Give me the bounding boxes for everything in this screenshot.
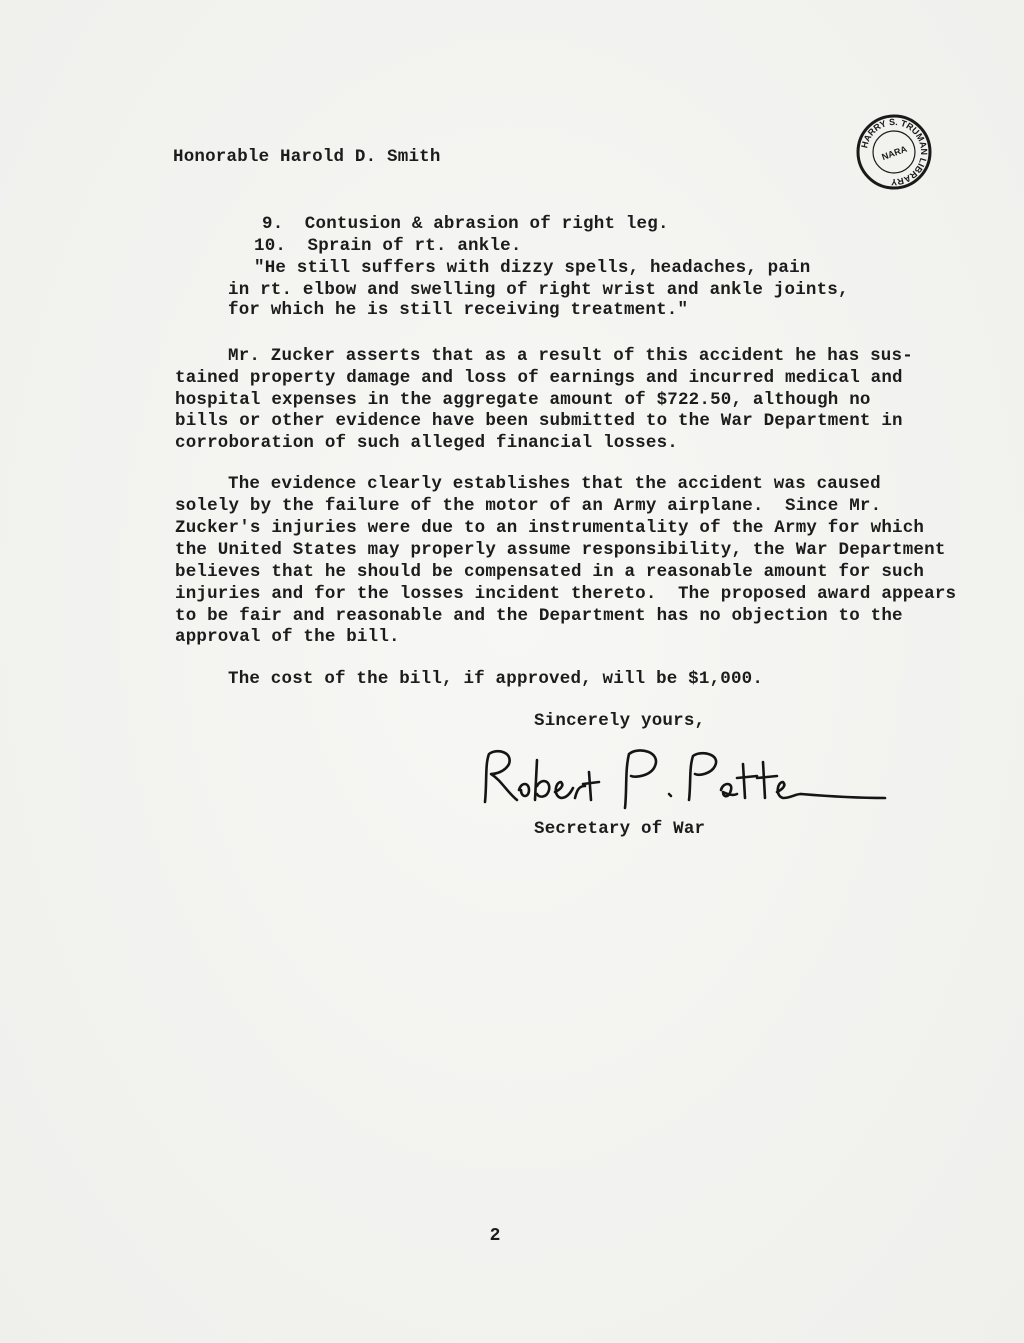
paragraph-2-line: believes that he should be compensated in a reasonable amount for such bbox=[175, 562, 925, 582]
paragraph-2-line: Zucker's injuries were due to an instrumentality of the Army for which bbox=[175, 518, 925, 538]
list-item: 9. Contusion & abrasion of right leg. bbox=[262, 214, 669, 234]
quote-line: for which he is still receiving treatment." bbox=[228, 300, 689, 320]
paragraph-1-line: tained property damage and loss of earnings and incurred medical and bbox=[175, 368, 903, 388]
stamp-inner-text: NARA bbox=[880, 143, 909, 163]
recipient-line: Honorable Harold D. Smith bbox=[173, 147, 441, 167]
closing: Sincerely yours, bbox=[534, 711, 706, 731]
paragraph-2-line: injuries and for the losses incident thereto. The proposed award appears bbox=[175, 584, 957, 604]
paragraph-2-line: solely by the failure of the motor of an Army airplane. Since Mr. bbox=[175, 496, 882, 516]
handwritten-signature bbox=[475, 742, 895, 812]
paragraph-1-line: bills or other evidence have been submitted to the War Department in bbox=[175, 411, 903, 431]
paragraph-1-line: Mr. Zucker asserts that as a result of this accident he has sus- bbox=[228, 346, 913, 366]
paragraph-2-line: The evidence clearly establishes that the accident was caused bbox=[228, 474, 881, 494]
page-number: 2 bbox=[489, 1226, 501, 1246]
paragraph-2-line: the United States may properly assume responsibility, the War Department bbox=[175, 540, 946, 560]
paragraph-1-line: hospital expenses in the aggregate amount of $722.50, although no bbox=[175, 390, 871, 410]
paragraph-2-line: approval of the bill. bbox=[175, 627, 400, 647]
signer-title: Secretary of War bbox=[534, 819, 706, 839]
paragraph-1-line: corroboration of such alleged financial losses. bbox=[175, 433, 678, 453]
truman-library-stamp bbox=[855, 113, 933, 191]
stamp-text: HARRY S. TRUMAN LIBRARY bbox=[859, 116, 930, 188]
paragraph-2-line: to be fair and reasonable and the Department has no objection to the bbox=[175, 606, 903, 626]
cost-statement: The cost of the bill, if approved, will be $1,000. bbox=[228, 669, 764, 689]
list-item: 10. Sprain of rt. ankle. bbox=[254, 236, 522, 256]
quote-line: in rt. elbow and swelling of right wrist and ankle joints, bbox=[228, 280, 849, 300]
quote-line: "He still suffers with dizzy spells, headaches, pain bbox=[254, 258, 811, 278]
